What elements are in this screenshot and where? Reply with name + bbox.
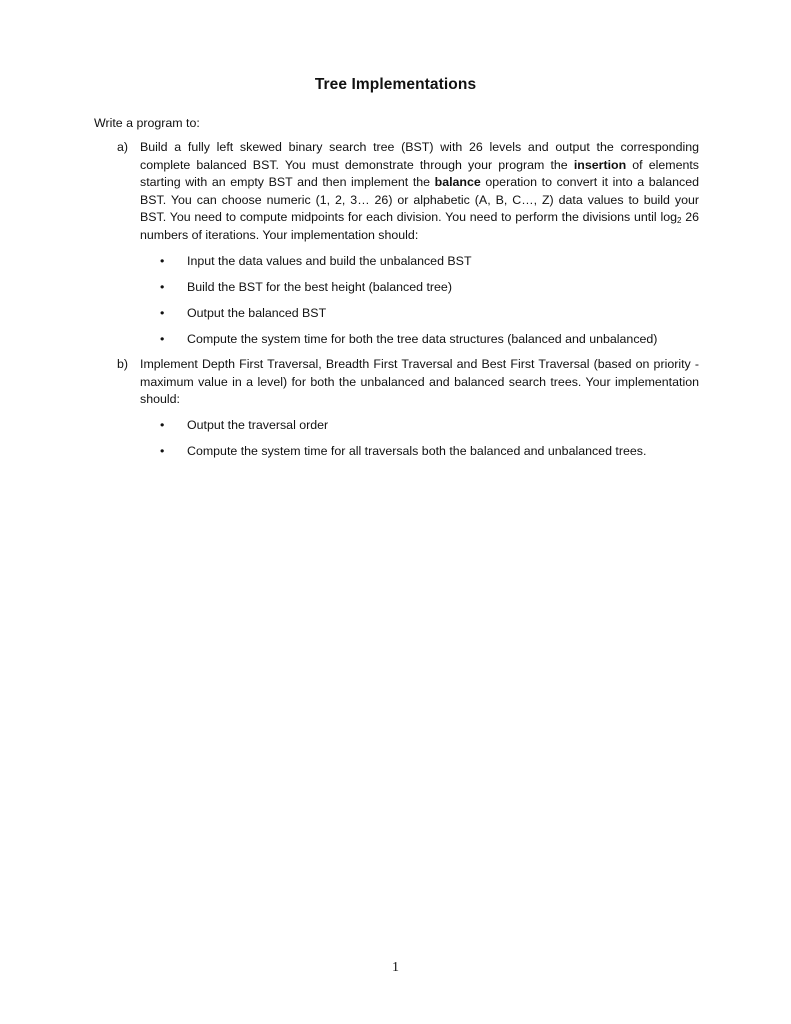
- item-a-text-4: 26 numbers of iterations. Your implementation should:: [140, 210, 699, 242]
- item-a-paragraph: [140, 139, 699, 245]
- bullet-text: Output the balanced BST: [187, 306, 327, 321]
- intro-text: Write a program to:: [94, 116, 200, 130]
- item-label-b: b): [117, 357, 129, 371]
- bullet-text: Build the BST for the best height (balanced tree): [187, 280, 452, 295]
- log-subscript: 2: [676, 216, 682, 226]
- bullet-icon: •: [160, 254, 165, 269]
- bullet-text: Compute the system time for all traversals both the balanced and unbalanced trees.: [187, 444, 647, 459]
- item-a-text-3: operation to convert it into a balanced BST. You can choose numeric (1, 2, 3… 26) or alphabetic (A, B, C…, Z) data values to build your BST. You need to compute midpoints for each division. You need to perform the divisions until log: [140, 175, 699, 225]
- bullet-icon: •: [160, 418, 165, 433]
- bullet-icon: •: [160, 280, 165, 295]
- item-a-bullet-list: [140, 253, 699, 349]
- page-title: Tree Implementations: [314, 76, 477, 93]
- item-a-text-1: Build a fully left skewed binary search tree (BST) with 26 levels and output the corresponding complete balanced BST. You must demonstrate through your program the: [140, 140, 699, 172]
- item-b-paragraph: Implement Depth First Traversal, Breadth First Traversal and Best First Traversal (based on priority - maximum value in a level) for both the unbalanced and balanced search trees. Your implementation should:: [140, 357, 699, 407]
- list-item-b: [117, 356, 699, 461]
- bullet-text: Output the traversal order: [187, 418, 329, 433]
- page-number: 1: [392, 960, 399, 975]
- bullet-item: [140, 443, 699, 461]
- item-label-a: a): [117, 140, 129, 154]
- bullet-icon: •: [160, 444, 165, 459]
- bullet-item: [140, 331, 699, 349]
- bullet-text: Compute the system time for both the tree data structures (balanced and unbalanced): [187, 332, 658, 347]
- balance-emphasis: balance: [434, 175, 481, 190]
- bullet-icon: •: [160, 332, 165, 347]
- bullet-icon: •: [160, 306, 165, 321]
- list-item-a: [117, 139, 699, 349]
- item-a-text-2: of elements starting with an empty BST and then implement the: [140, 157, 700, 190]
- bullet-text: Input the data values and build the unbalanced BST: [187, 254, 472, 269]
- bullet-item: [140, 279, 699, 297]
- bullet-item: [140, 417, 699, 435]
- insertion-emphasis: insertion: [573, 157, 627, 172]
- bullet-item: [140, 305, 699, 323]
- bullet-item: [140, 253, 699, 271]
- item-b-bullet-list: [140, 417, 699, 461]
